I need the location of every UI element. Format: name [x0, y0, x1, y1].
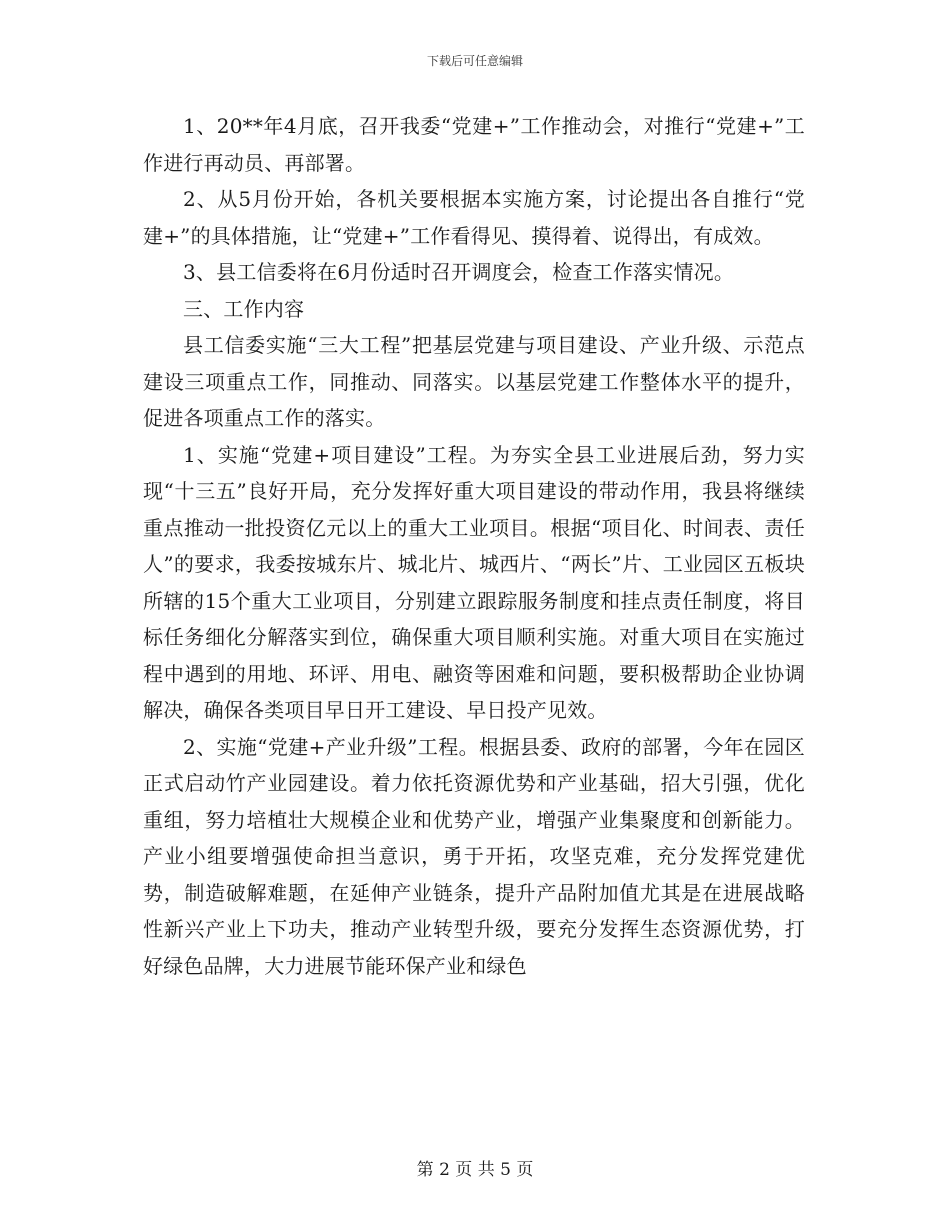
page-number: 第 2 页 共 5 页: [416, 1160, 534, 1180]
paragraph-industry-upgrade: 2、实施“党建+产业升级”工程。根据县委、政府的部署，今年在园区正式启动竹产业园建设。着力依托资源优势和产业基础，招大引强，优化重组，努力培植壮大规模企业和优势产业，增强产业集聚度和创新能力。产业小组要增强使命担当意识，勇于开拓，攻坚克难，充分发挥党建优势，制造破解难题，在延伸产业链条，提升产品附加值尤其是在进展战略性新兴产业上下功夫，推动产业转型升级，要充分发挥生态资源优势，打好绿色品牌，大力进展节能环保产业和绿色: [143, 734, 805, 978]
paragraph-three-projects: 县工信委实施“三大工程”把基层党建与项目建设、产业升级、示范点建设三项重点工作，同推动、同落实。以基层党建工作整体水平的提升，促进各项重点工作的落实。: [143, 333, 805, 430]
paragraph-may-measures: 2、从5月份开始，各机关要根据本实施方案，讨论提出各自推行“党建+”的具体措施，让“党建+”工作看得见、摸得着、说得出，有成效。: [143, 187, 805, 248]
paragraph-project-construction: 1、实施“党建+项目建设”工程。为夯实全县工业进展后劲，努力实现“十三五”良好开局，充分发挥好重大项目建设的带动作用，我县将继续重点推动一批投资亿元以上的重大工业项目。根据“项目化、时间表、责任人”的要求，我委按城东片、城北片、城西片、“两长”片、工业园区五板块所辖的15个重大工业项目，分别建立跟踪服务制度和挂点责任制度，将目标任务细化分解落实到位，确保重大项目顺利实施。对重大项目在实施过程中遇到的用地、环评、用电、融资等困难和问题，要积极帮助企业协调解决，确保各类项目早日开工建设、早日投产见效。: [143, 442, 805, 722]
section-heading-work-content: 三、工作内容: [183, 296, 305, 321]
paragraph-meeting-april: 1、20**年4月底，召开我委“党建+”工作推动会，对推行“党建+”工作进行再动员、再部署。: [143, 114, 805, 175]
document-body: [143, 108, 805, 984]
page-header: 下载后可任意编辑: [426, 54, 523, 68]
paragraph-june-review: 3、县工信委将在6月份适时召开调度会，检查工作落实情况。: [183, 260, 735, 284]
